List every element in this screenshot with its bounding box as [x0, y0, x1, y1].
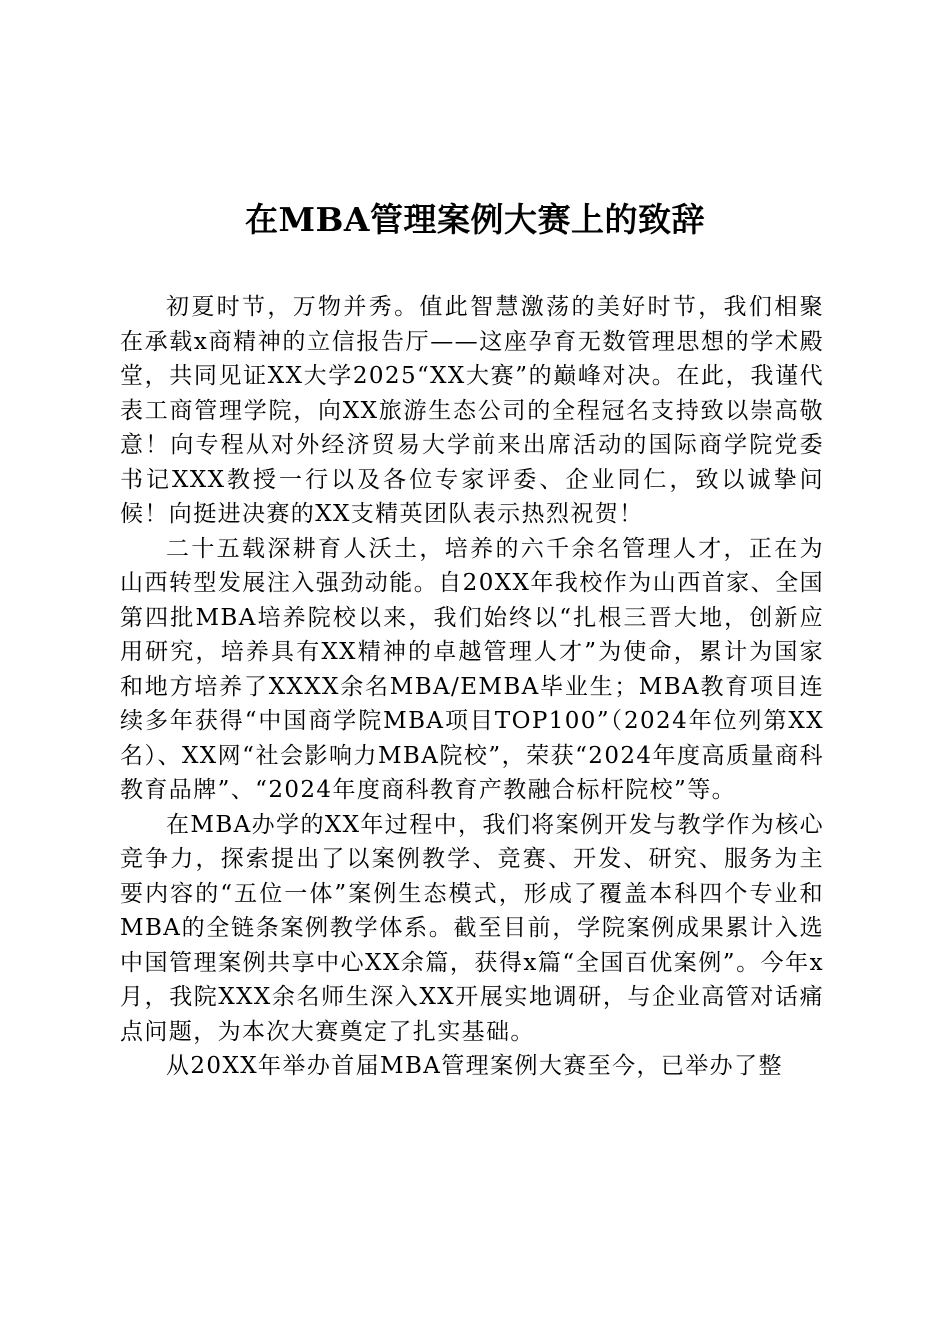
document-body [120, 290, 824, 1084]
paragraph-case-teaching: 在MBA办学的XX年过程中，我们将案例开发与教学作为核心竞争力，探索提出了以案例教学、竞赛、开发、研究、服务为主要内容的“五位一体”案例生态模式，形成了覆盖本科四个专业和MBA的全链条案例教学体系。截至目前，学院案例成果累计入选中国管理案例共享中心XX余篇，获得x篇“全国百优案例”。今年x月，我院XXX余名师生深入XX开展实地调研，与企业高管对话痛点问题，为本次大赛奠定了扎实基础。 [120, 811, 825, 1045]
document-title: 在MBA管理案例大赛上的致辞 [244, 200, 706, 239]
paragraph-history: 二十五载深耕育人沃土，培养的六千余名管理人才，正在为山西转型发展注入强劲动能。自20XX年我校作为山西首家、全国第四批MBA培养院校以来，我们始终以“扎根三晋大地，创新应用研究，培养具有XX精神的卓越管理人才”为使命，累计为国家和地方培养了XXXX余名MBA/EMBA毕业生；MBA教育项目连续多年获得“中国商学院MBA项目TOP100”（2024年位列第XX名）、XX网“社会影响力MBA院校”，荣获“2024年度高质量商科教育品牌”、“2024年度商科教育产教融合标杆院校”等。 [120, 535, 824, 803]
paragraph-competition: 从20XX年举办首届MBA管理案例大赛至今，已举办了整 [166, 1053, 783, 1079]
paragraph-opening: 初夏时节，万物并秀。值此智慧激荡的美好时节，我们相聚在承载x商精神的立信报告厅——这座孕育无数管理思想的学术殿堂，共同见证XX大学2025“XX大赛”的巅峰对决。在此，我谨代表工商管理学院，向XX旅游生态公司的全程冠名支持致以崇高敬意！向专程从对外经济贸易大学前来出席活动的国际商学院党委书记XXX教授一行以及各位专家评委、企业同仁，致以诚挚问候！向挺进决赛的XX支精英团队表示热烈祝贺！ [120, 294, 824, 527]
